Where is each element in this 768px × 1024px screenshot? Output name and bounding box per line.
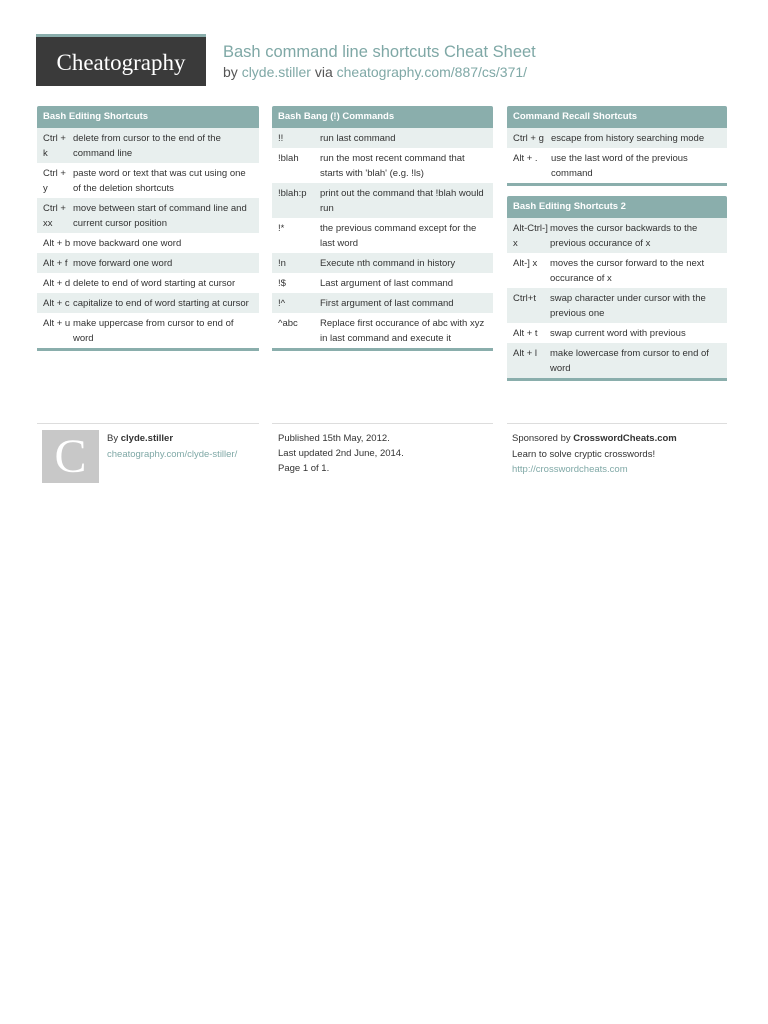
sponsor-link[interactable]: http://crosswordcheats.com	[512, 464, 628, 475]
table-row	[507, 128, 727, 148]
header	[36, 34, 736, 88]
shortcut-desc: Replace first occurance of abc with xyz in last command and execute it	[320, 318, 485, 344]
table-row	[37, 128, 259, 163]
section-rows	[272, 128, 493, 348]
author-avatar[interactable]: C	[42, 430, 99, 483]
table-row	[507, 253, 727, 288]
page-title: Bash command line shortcuts Cheat Sheet	[223, 43, 536, 61]
shortcut-desc: moves the cursor backwards to the previous occurance of x	[550, 223, 698, 249]
section-bash-editing	[37, 106, 259, 351]
section-title: Bash Bang (!) Commands	[272, 106, 493, 128]
shortcut-key: Alt-Ctrl-] x	[513, 223, 548, 249]
shortcut-desc: swap current word with previous	[550, 328, 686, 339]
table-row	[507, 323, 727, 343]
shortcut-desc: run last command	[320, 133, 396, 144]
table-row	[37, 163, 259, 198]
footer-by-label: By	[107, 433, 119, 444]
section-bash-editing-2	[507, 196, 727, 381]
footer-divider	[507, 423, 727, 424]
shortcut-desc: paste word or text that was cut using one of the deletion shortcuts	[73, 168, 246, 194]
column-2	[272, 106, 493, 361]
table-row	[37, 253, 259, 273]
footer-author	[107, 431, 173, 446]
shortcut-key: !^	[278, 298, 286, 309]
section-rows	[507, 218, 727, 378]
author-link[interactable]: clyde.stiller	[241, 64, 311, 80]
shortcut-key: Alt + c	[43, 298, 70, 309]
footer-divider	[272, 423, 493, 424]
shortcut-desc: move between start of command line and current cursor position	[73, 203, 247, 229]
shortcut-key: !blah:p	[278, 188, 307, 199]
shortcut-desc: delete from cursor to the end of the command line	[73, 133, 221, 159]
footer-author-name[interactable]: clyde.stiller	[120, 433, 174, 444]
shortcut-key: Alt + l	[513, 348, 538, 359]
sponsor-name[interactable]: CrosswordCheats.com	[573, 433, 677, 444]
shortcut-desc: make uppercase from cursor to end of word	[73, 318, 234, 344]
shortcut-key: !n	[278, 258, 286, 269]
shortcut-key: Alt + d	[43, 278, 71, 289]
table-row	[272, 313, 493, 348]
section-title: Bash Editing Shortcuts	[37, 106, 259, 128]
table-row	[37, 273, 259, 293]
table-row	[507, 343, 727, 378]
table-row	[507, 218, 727, 253]
table-row	[272, 218, 493, 253]
shortcut-desc: First argument of last command	[320, 298, 454, 309]
footer-divider	[37, 423, 259, 424]
table-row	[272, 183, 493, 218]
shortcut-desc: swap character under cursor with the previous one	[550, 293, 706, 319]
shortcut-key: !blah	[278, 153, 299, 164]
shortcut-key: !$	[278, 278, 286, 289]
shortcut-key: !*	[278, 223, 285, 234]
section-rows	[507, 128, 727, 183]
shortcut-desc: capitalize to end of word starting at cursor	[73, 298, 249, 309]
shortcut-key: Ctrl + g	[513, 133, 544, 144]
shortcut-key: Alt + f	[43, 258, 68, 269]
table-row	[507, 288, 727, 323]
section-title: Bash Editing Shortcuts 2	[507, 196, 727, 218]
page-number: Page 1 of 1.	[278, 463, 330, 474]
byline	[223, 64, 527, 80]
shortcut-desc: make lowercase from cursor to end of word	[550, 348, 709, 374]
shortcut-key: Ctrl + k	[43, 133, 66, 159]
footer-author-url	[107, 447, 237, 462]
shortcut-key: !!	[278, 133, 284, 144]
shortcut-desc: the previous command except for the last word	[320, 223, 477, 249]
shortcut-desc: moves the cursor forward to the next occurance of x	[550, 258, 705, 284]
sheet-url-link[interactable]: cheatography.com/887/cs/371/	[336, 64, 528, 80]
sponsored-by-label: Sponsored by	[512, 433, 571, 444]
table-row	[272, 148, 493, 183]
shortcut-key: Alt + t	[513, 328, 538, 339]
shortcut-desc: move forward one word	[73, 258, 173, 269]
published-date: Published 15th May, 2012.	[278, 433, 390, 444]
shortcut-desc: Execute nth command in history	[320, 258, 456, 269]
column-3	[507, 106, 727, 391]
table-row	[272, 128, 493, 148]
section-command-recall	[507, 106, 727, 186]
section-rows	[37, 128, 259, 348]
table-row	[37, 293, 259, 313]
shortcut-key: Ctrl + y	[43, 168, 66, 194]
shortcut-key: Alt + b	[43, 238, 71, 249]
shortcut-key: Ctrl + xx	[43, 203, 66, 229]
sponsor-line	[512, 431, 677, 446]
cheatography-logo[interactable]: Cheatography	[36, 34, 206, 86]
shortcut-key: Alt-] x	[513, 258, 538, 269]
shortcut-key: Ctrl+t	[513, 293, 536, 304]
updated-date: Last updated 2nd June, 2014.	[278, 448, 404, 459]
by-label: by	[223, 64, 238, 80]
table-row	[37, 313, 259, 348]
shortcut-desc: delete to end of word starting at cursor	[73, 278, 236, 289]
table-row	[272, 253, 493, 273]
shortcut-key: ^abc	[278, 318, 298, 329]
shortcut-desc: escape from history searching mode	[551, 133, 705, 144]
section-title: Command Recall Shortcuts	[507, 106, 727, 128]
table-row	[37, 233, 259, 253]
shortcut-key: Alt + .	[513, 153, 538, 164]
table-row	[272, 273, 493, 293]
shortcut-desc: print out the command that !blah would run	[320, 188, 484, 214]
section-bash-bang	[272, 106, 493, 351]
shortcut-desc: run the most recent command that starts with 'blah' (e.g. !ls)	[320, 153, 465, 179]
shortcut-desc: Last argument of last command	[320, 278, 454, 289]
author-profile-link[interactable]: cheatography.com/clyde-stiller/	[107, 449, 238, 460]
shortcut-key: Alt + u	[43, 318, 71, 329]
table-row	[272, 293, 493, 313]
table-row	[507, 148, 727, 183]
shortcut-desc: use the last word of the previous command	[551, 153, 688, 179]
sponsor-tagline: Learn to solve cryptic crosswords!	[512, 449, 656, 460]
shortcut-desc: move backward one word	[73, 238, 182, 249]
table-row	[37, 198, 259, 233]
via-label: via	[314, 64, 333, 80]
column-1	[37, 106, 259, 361]
sponsor-url	[512, 462, 628, 477]
